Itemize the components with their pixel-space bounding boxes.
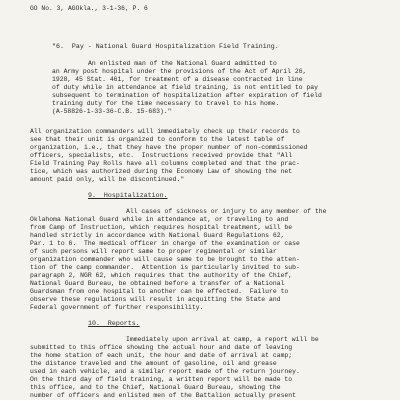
section-9-line-7: organization commander who will cause same to be brought to the atten- — [30, 256, 300, 263]
section-10-line-2: submitted to this office showing the actual hour and date of leaving — [30, 344, 293, 351]
section-9-line-11: Guardsman from one hospital to another can be effected. Failure to — [30, 288, 289, 295]
instructions-line-5: Field Training Pay Rolls have all columns completed and that the prac- — [30, 160, 300, 167]
section-9-line-12: observe these regulations will result in acquitting the State and — [30, 296, 281, 303]
instructions-line-2: see that their unit is organized to conform to the latest table of — [30, 136, 285, 143]
section-6-line-6: training duty for the time necessary to travel to his home. — [52, 100, 280, 107]
section-6-line-3: 1928, 45 Stat. 461, for treatment of a disease contracted in line — [52, 76, 303, 83]
section-9-line-9: paragraph 2, NGR 62, which requires that the authority of the Chief, — [30, 272, 293, 279]
section-10-line-3: the home station of each unit, the hour and date of arrival at camp; — [30, 352, 293, 359]
instructions-line-1: All organization commanders will immediately check up their records to — [30, 128, 300, 135]
instructions-line-7: amount paid only, will be discontinued." — [30, 176, 185, 183]
section-10-line-8: number of officers and enlisted men of the Battalion actually present — [30, 392, 296, 399]
section-9-line-4: handled strictly in accordance with National Guard Regulations 62, — [30, 232, 285, 239]
section-9-line-8: tion of the camp commander. Attention is particularly invited to sub- — [30, 264, 300, 271]
section-9-line-10: National Guard Bureau, be obtained before a transfer of a National — [30, 280, 285, 287]
page-header: GO No. 3, AGOkla., 3-1-36, P. 6 — [30, 5, 148, 12]
instructions-line-4: officers, specialists, etc. Instructions received provide that "All — [30, 152, 293, 159]
section-9-title: 9. Hospitalization. — [88, 192, 168, 199]
section-9-line-5: Par. 1 to 6. The medical officer in charge of the examination or case — [30, 240, 300, 247]
section-10-line-1: Immediately upon arrival at camp, a report will be — [126, 336, 319, 343]
section-6-title: "6. Pay - National Guard Hospitalization Field Training. — [52, 43, 279, 50]
section-6-line-5: subsequent to termination of hospitalization after expiration of field — [52, 92, 322, 99]
section-6-line-7: (A-58826-1-33-36-C.B. 15-683)." — [52, 108, 172, 115]
section-9-line-6: of such persons will report same to proper regimental or similar — [30, 248, 277, 255]
section-10-line-6: On the third day of field training, a written report will be made to — [30, 376, 293, 383]
section-10-title: 10. Reports. — [88, 320, 140, 327]
section-6-line-1: An enlisted man of the National Guard admitted to — [88, 60, 277, 67]
section-9-line-3: from Camp of Instruction, which requires hospital treatment, will be — [30, 224, 293, 231]
section-9-line-13: Federal government of further responsibility. — [30, 304, 204, 311]
section-9-line-1: All cases of sickness or injury to any member of the — [126, 208, 327, 215]
section-9-line-2: Oklahoma National Guard while in attendance at, or traveling to and — [30, 216, 289, 223]
instructions-line-3: organization, i.e., that they have the proper number of non-commissioned — [30, 144, 308, 151]
section-10-line-5: used in each vehicle, and a similar report made of the return journey. — [30, 368, 300, 375]
section-10-line-4: the distance traveled and the amount of gasoline, oil and grease — [30, 360, 277, 367]
section-10-line-7: this office, and to the Chief, National Guard Bureau, showing the — [30, 384, 281, 391]
instructions-line-6: tice, which was authorized during the Economy Law of showing the net — [30, 168, 293, 175]
section-6-line-4: of duty while in attendance at field training, is not entitled to pay — [52, 84, 318, 91]
section-6-line-2: an Army post hospital under the provisions of the Act of April 26, — [52, 68, 307, 75]
